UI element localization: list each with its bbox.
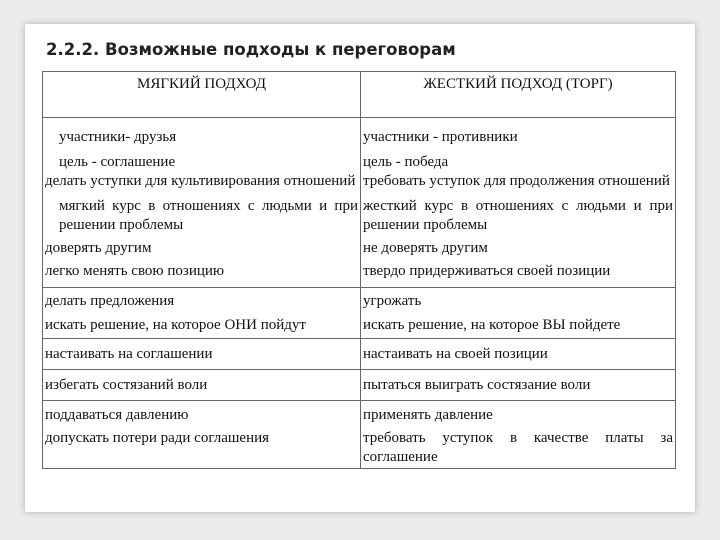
list-item: допускать потери ради соглашения bbox=[45, 430, 270, 446]
list-item: доверять другим bbox=[45, 240, 152, 256]
hard-cell bbox=[361, 288, 676, 339]
table-row bbox=[43, 288, 676, 339]
hard-cell: пытаться выиграть состязание воли bbox=[361, 370, 676, 401]
soft-cell bbox=[43, 288, 361, 339]
list-item: мягкий курс в отношениях с людьми и при решении проблемы bbox=[59, 198, 358, 233]
header-soft: МЯГКИЙ ПОДХОД bbox=[43, 72, 361, 118]
list-item: делать предложения bbox=[45, 293, 175, 309]
list-item: применять давление bbox=[363, 407, 493, 423]
list-item: искать решение, на которое ВЫ пойдете bbox=[363, 317, 621, 333]
list-item: искать решение, на которое ОНИ пойдут bbox=[45, 317, 306, 333]
list-item: угрожать bbox=[363, 293, 422, 309]
soft-cell bbox=[43, 118, 361, 288]
approaches-table bbox=[42, 71, 676, 469]
soft-cell: настаивать на соглашении bbox=[43, 339, 361, 370]
list-item: требовать уступок в качестве платы за соглашение bbox=[363, 430, 673, 465]
list-item: жесткий курс в отношениях с людьми и при решении проблемы bbox=[363, 198, 673, 233]
header-hard: ЖЕСТКИЙ ПОДХОД (ТОРГ) bbox=[361, 72, 676, 118]
hard-cell bbox=[361, 401, 676, 469]
hard-cell: настаивать на своей позиции bbox=[361, 339, 676, 370]
list-item: делать уступки для культивирования отношений bbox=[45, 173, 356, 189]
page-title: 2.2.2. Возможные подходы к переговорам bbox=[46, 40, 456, 59]
table-row bbox=[43, 401, 676, 469]
table-header-row bbox=[43, 72, 676, 118]
soft-cell: избегать состязаний воли bbox=[43, 370, 361, 401]
hard-cell bbox=[361, 118, 676, 288]
list-item: участники - противники bbox=[363, 129, 518, 145]
list-item: участники- друзья bbox=[59, 129, 177, 145]
list-item: легко менять свою позицию bbox=[45, 263, 225, 279]
list-item: твердо придерживаться своей позиции bbox=[363, 263, 611, 279]
list-item: требовать уступок для продолжения отношений bbox=[363, 173, 670, 189]
table-row bbox=[43, 370, 676, 401]
list-item: поддаваться давлению bbox=[45, 407, 189, 423]
list-item: не доверять другим bbox=[363, 240, 488, 256]
soft-cell bbox=[43, 401, 361, 469]
list-item: цель - победа bbox=[363, 154, 449, 170]
list-item: цель - соглашение bbox=[59, 154, 176, 170]
table-row bbox=[43, 339, 676, 370]
table-row bbox=[43, 118, 676, 288]
